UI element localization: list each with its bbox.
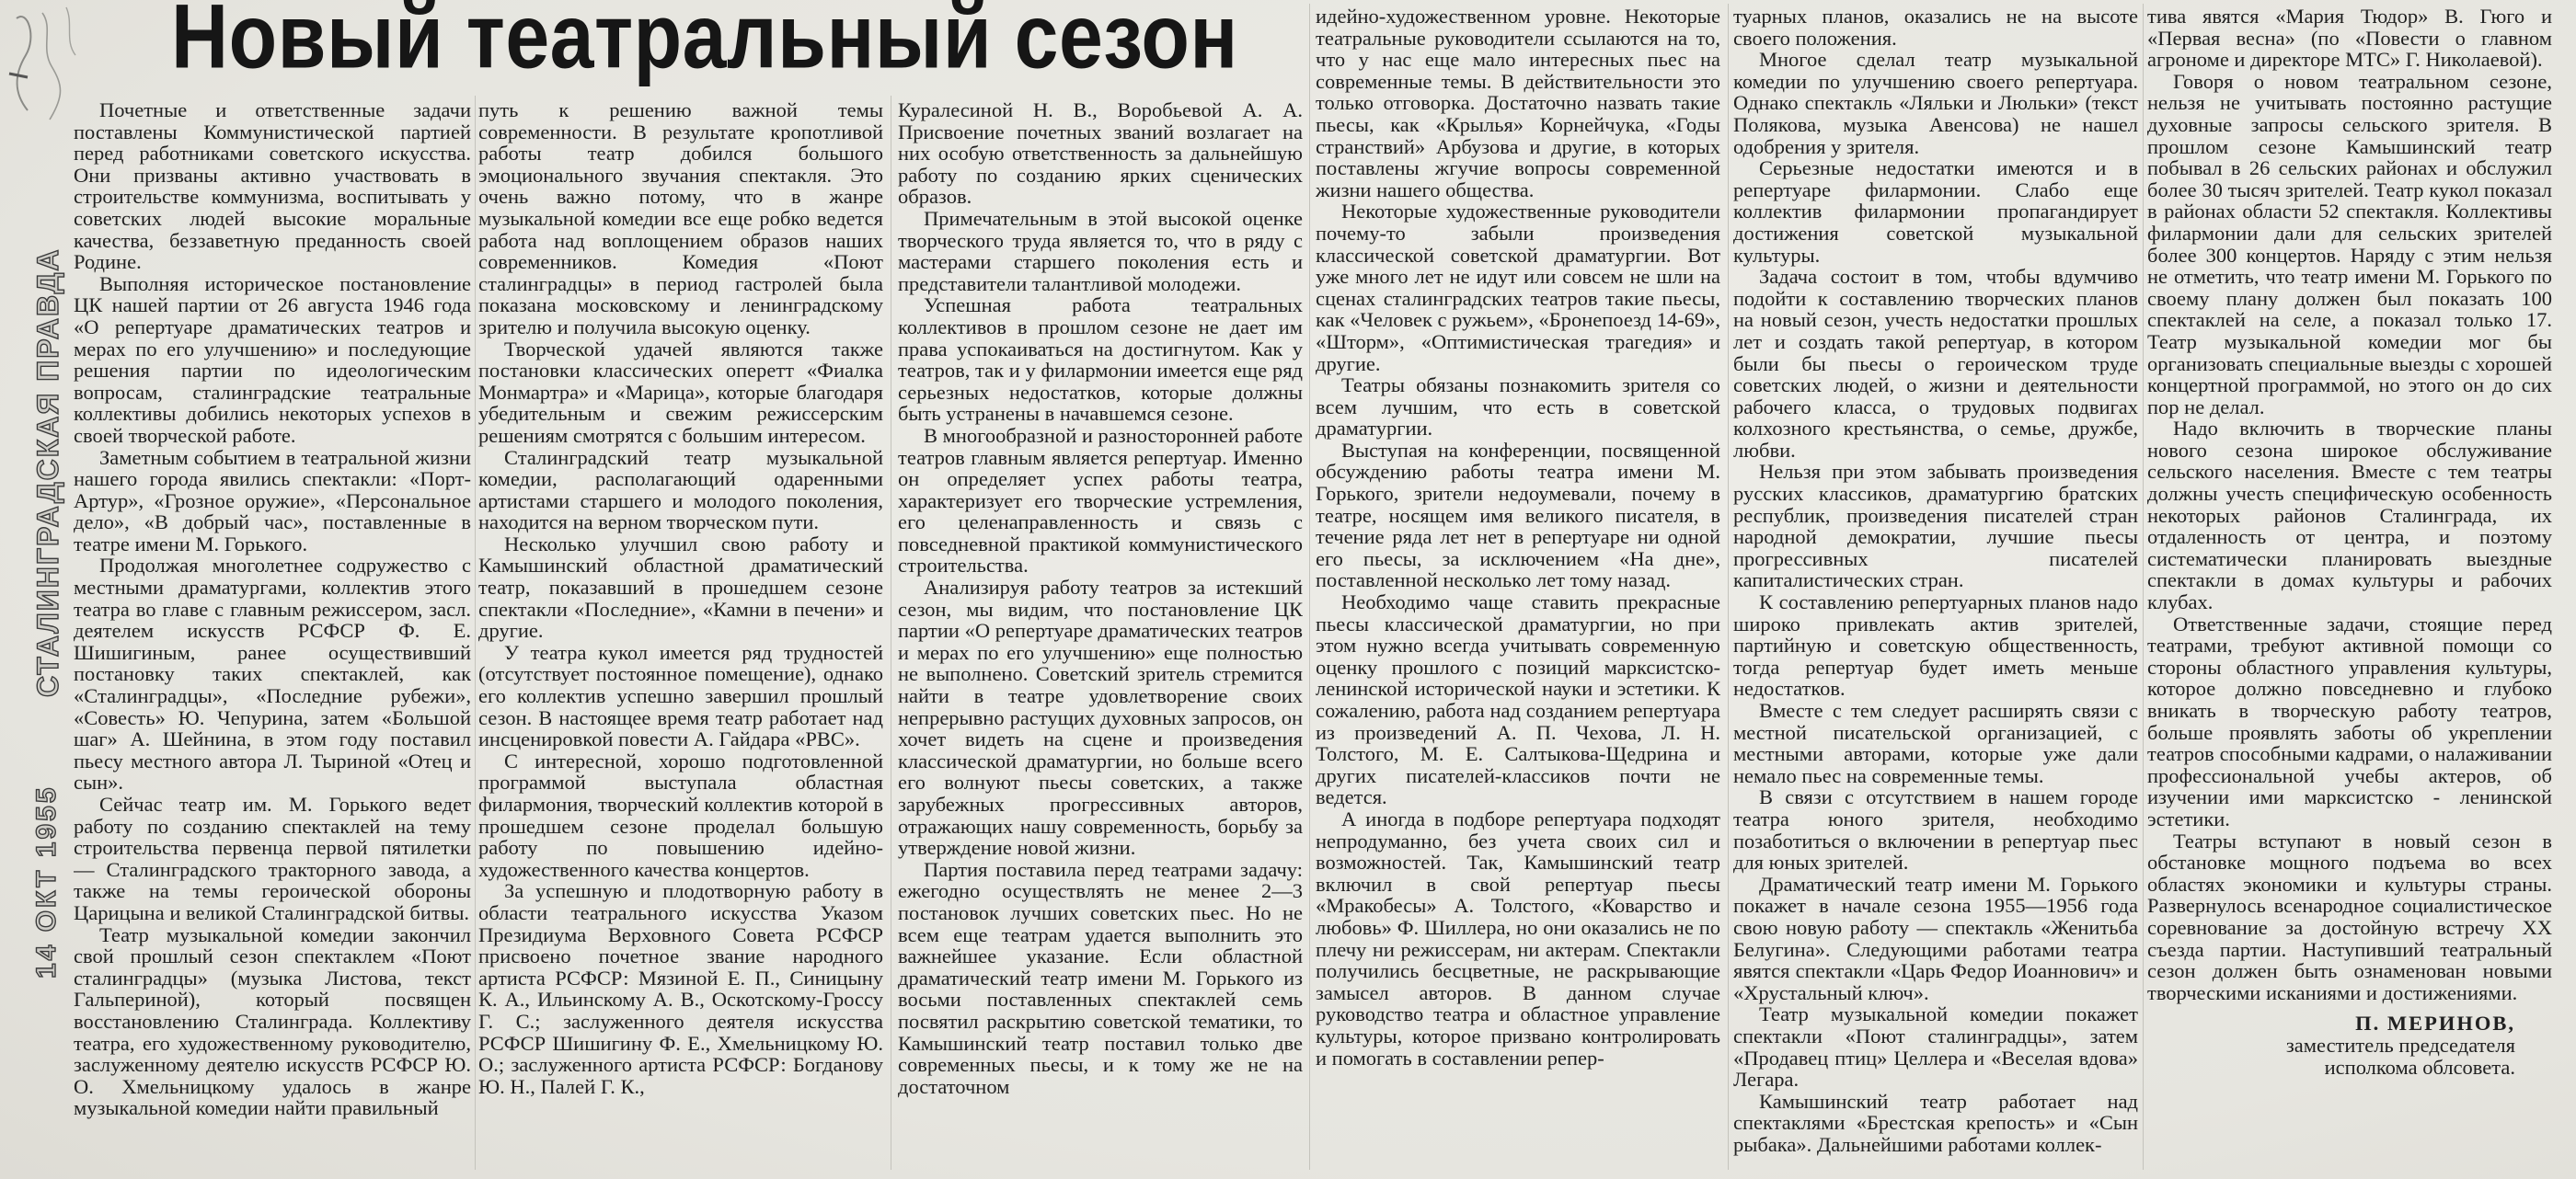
article-paragraph: У театра кукол имеется ряд трудностей (отсутствует постоянное помещение), однако его коллектив успешно завершил прошлый сезон. В настоящее время театр работает над инсценировкой повести А. Гайдара «РВС». <box>478 640 883 751</box>
article-paragraph: Куралесиной Н. В., Воробьевой А. А. Присвоение почетных званий возлагает на них особую ответственность за дальнейшую работу по созданию ярких сценических образов. <box>898 99 1303 209</box>
article-paragraph: Серьезные недостатки имеются и в репертуаре филармонии. Слабо еще коллектив филармонии пропагандирует достижения советской музыкальной культуры. <box>1733 156 2138 267</box>
article-paragraph: Драматический театр имени М. Горького покажет в начале сезона 1955—1956 года свою новую работу — спектакль «Женитьба Белугина». Следующими работами театра явятся спектакли «Царь Федор Иоаннович» и «Хрустальный ключ». <box>1733 872 2138 1004</box>
archive-stamp-date: 14 ОКТ 1955 <box>31 784 62 979</box>
article-paragraph: Выполняя историческое постановление ЦК нашей партии от 26 августа 1946 года «О репертуаре драматических театров и мерах по его улучшению» и последующие решения партии по идеологическим вопросам, сталинградские театральные коллективы добились некоторых успехов в своей творческой работе. <box>74 271 471 447</box>
article-paragraph: Нельзя при этом забывать произведения русских классиков, драматургию братских республик, произведения писателей стран народной демократии, лучшие пьесы прогрессивных писателей капиталистических стран. <box>1733 460 2138 592</box>
article-column-3 <box>898 99 1303 1170</box>
author-name: П. МЕРИНОВ, <box>2355 1012 2515 1036</box>
article-paragraph: Говоря о новом театральном сезоне, нельзя не учитывать постоянно растущие духовные запросы сельского зрителя. В прошлом сезоне Камышинский театр побывал в 26 сельских районах и обслужил более 30 тысяч зрителей. Театр кукол показал в районах области 52 спектакля. Коллективы филармонии дали для сельских зрителей более 300 концертов. Наряду с этим нельзя не отметить, что театр имени М. Горького по своему плану должен был показать 100 спектаклей на селе, а показал только 17. Театр музыкальной комедии мог бы организовать специальные выезды с хорошей концертной программой, но этого он до сих пор не делал. <box>2147 69 2552 418</box>
article-paragraph: Задача состоит в том, чтобы вдумчиво подойти к составлению творческих планов на новый сезон, учесть недостатки прошлых лет и создать такой репертуар, в котором были бы пьесы о героическом труде советских людей, о жизни и деятельности рабочего класса, о трудовых подвигах колхозного крестьянства, о семье, дружбе, любви. <box>1733 265 2138 462</box>
article-paragraph: Заметным событием в театральной жизни нашего города явились спектакли: «Порт-Артур», «Грозное оружие», «Персональное дело», «В добрый час», поставленные в театре имени М. Горького. <box>74 445 471 555</box>
archive-stamp-publication: СТАЛИНГРАДСКАЯ ПРАВДА <box>31 247 64 697</box>
article-column-2 <box>478 99 883 1170</box>
article-paragraph: туарных планов, оказались не на высоте своего положения. <box>1733 6 2138 50</box>
article-paragraph: В многообразной и разносторонней работе театров главным является репертуар. Именно он определяет успех работы театра, характеризует его творческие устремления, его целенаправленность и связь с повседневной практикой коммунистического строительства. <box>898 423 1303 578</box>
article-paragraph: путь к решению важной темы современности. В результате кропотливой работы театр добился большого эмоционального звучания спектакля. Это очень важно потому, что в жанре музыкальной комедии все еще робко ведется работа над воплощением образов наших современников. Комедия «Поют сталинградцы» в период гастролей была показана московскому и ленинградскому зрителю и получила высокую оценку. <box>478 99 883 338</box>
article-paragraph: В связи с отсутствием в нашем городе театра юного зрителя, необходимо позаботиться о включении в репертуар пьес для юных зрителей. <box>1733 785 2138 875</box>
article-column-4 <box>1316 6 1720 1170</box>
article-title: Новый театральный сезон <box>171 0 1238 88</box>
article-paragraph: идейно-художественном уровне. Некоторые театральные руководители ссылаются на то, что у нас еще мало интересных пьес на современные темы. В действительности это только отговорка. Достаточно назвать такие пьесы, как «Крылья» Корнейчука, «Годы странствий» Арбузова и другие, в которых поставлены жгучие вопросы современной жизни нашего общества. <box>1316 6 1720 201</box>
article-paragraph: Многое сделал театр музыкальной комедии по улучшению своего репертуара. Однако спектакль «Ляльки и Люльки» (текст Полякова, музыка Авенсова) не нашел одобрения у зрителя. <box>1733 48 2138 158</box>
article-paragraph: Ответственные задачи, стоящие перед театрами, требуют активной помощи со стороны областного управления культуры, которое должно повседневно и глубоко вникать в творческую работу театров, больше проявлять заботы об укреплении театров способными кадрами, о налаживании профессиональной учебы актеров, об изучении ими марксистско - ленинской эстетики. <box>2147 612 2552 830</box>
article-paragraph: Вместе с тем следует расширять связи с местной писательской организацией, с местными авторами, которые уже дали немало пьес на современные темы. <box>1733 699 2138 787</box>
article-paragraph: Партия поставила перед театрами задачу: ежегодно осуществлять не менее 2—3 постановок лучших советских пьес. Но не всем еще театрам удается выполнить это важнейшее указание. Если областной драматический театр имени М. Горького из восьми поставленных спектаклей семь посвятил раскрытию советской тематики, то Камышинский театр поставил только две современных пьесы, и к тому же не на достаточном <box>898 857 1303 1098</box>
article-column-5 <box>1733 6 2138 1170</box>
column-rule <box>475 96 476 1170</box>
article-paragraph: Анализируя работу театров за истекший сезон, мы видим, что постановление ЦК партии «О репертуаре драматических театров и мерах по его улучшению» еще полностью не выполнено. Советский зритель стремится найти в театре удовлетворение своих непрерывно растущих духовных запросов, он хочет видеть на сцене и произведения классической драматургии, но больше всего его волнуют пьесы советских, а также зарубежных прогрессивных авторов, отражающих нашу современность, борьбу за утверждение новой жизни. <box>898 576 1303 860</box>
column-rule <box>2143 4 2144 1170</box>
article-paragraph: А иногда в подборе репертуара подходят непродуманно, без учета своих сил и возможностей. Так, Камышинский театр включил в свой репертуар пьесы «Мракобесы» А. Толстого, «Коварство и любовь» Ф. Шиллера, но они оказались не по плечу ни режиссерам, ни актерам. Спектакли получились бесцветные, не раскрывающие замысел авторов. В данном случае руководство театра и областное управление культуры, которое призвано контролировать и помогать в составлении репер- <box>1316 807 1720 1070</box>
article-paragraph: Театр музыкальной комедии покажет спектакли «Поют сталинградцы», затем «Продавец птиц» Целлера и «Веселая вдова» Легара. <box>1733 1002 2138 1092</box>
article-paragraph: Театр музыкальной комедии закончил свой прошлый сезон спектаклем «Поют сталинградцы» (музыка Листова, текст Гальпериной), который посвящен восстановлению Сталинграда. Коллективу театра, его художественному руководителю, заслуженному деятелю искусств РСФСР Ю. О. Хмельницкому удалось в жанре музыкальной комедии найти правильный <box>74 922 471 1120</box>
article-paragraph: Продолжая многолетнее содружество с местными драматургами, коллектив этого театра во главе с главным режиссером, засл. деятелем искусств РСФСР Ф. Е. Шишигиным, ранее осуществивший постановку таких спектаклей, как «Сталинградцы», «Последние рубежи», «Совесть» Ю. Чепурина, затем «Большой шаг» А. Шейнина, в этом году поставил пьесу местного автора Л. Тыриной «Отец и сын». <box>74 554 471 795</box>
article-paragraph: Необходимо чаще ставить прекрасные пьесы классической драматургии, но при этом нужно всегда учитывать современную оценку прошлого с позиций марксистско-ленинской исторической науки и эстетики. К сожалению, работа над созданием репертуара из произведений А. П. Чехова, Л. Н. Толстого, М. Е. Салтыкова-Щедрина и других писателей-классиков почти не ведется. <box>1316 590 1720 809</box>
article-paragraph: За успешную и плодотворную работу в области театрального искусства Указом Президиума Верховного Совета РСФСР присвоено почетное звание народного артиста РСФСР: Мязиной Е. П., Синицыну К. А., Ильинскому А. В., Оскотскому-Гроссу Г. С.; заслуженного деятеля искусства РСФСР Шишигину Ф. Е., Хмельницкому Ю. О.; заслуженного артиста РСФСР: Богданову Ю. Н., Палей Г. К., <box>478 879 883 1098</box>
article-paragraph: Сейчас театр им. М. Горького ведет работу по созданию спектаклей на тему строительства первенца первой пятилетки — Сталинградского тракторного завода, а также на темы героической обороны Царицына и великой Сталинградской битвы. <box>74 793 471 924</box>
article-paragraph: Театры вступают в новый сезон в обстановке мощного подъема во всех областях экономики и культуры страны. Развернулось всенародное социалистическое соревнование за достойную встречу XX съезда партии. Наступивший театральный сезон должен быть ознаменован новыми творческими исканиями и достижениями. <box>2147 829 2552 1004</box>
article-paragraph: Надо включить в творческие планы нового сезона широкое обслуживание сельского населения. Вместе с тем театры должны учесть специфическую особенность некоторых районов Сталинграда, их отдаленность от центра, и поэтому систематически планировать выездные спектакли в домах культуры и рабочих клубах. <box>2147 417 2552 614</box>
article-paragraph: Почетные и ответственные задачи поставлены Коммунистической партией перед работниками советского искусства. Они призваны активно участвовать в строительстве коммунизма, воспитывать у советских людей высокие моральные качества, беззаветную преданность своей Родине. <box>74 99 471 274</box>
article-column-1 <box>74 99 471 1170</box>
column-rule <box>1728 4 1729 1170</box>
author-position-line-2: исполкома облсовета. <box>2324 1055 2515 1079</box>
article-paragraph: Камышинский театр работает над спектаклями «Брестская крепость» и «Сын рыбака». Дальнейшими работами коллек- <box>1733 1089 2138 1156</box>
article-paragraph: Несколько улучшил свою работу и Камышинский областной драматический театр, показавший в прошедшем сезоне спектакли «Последние», «Камни в печени» и другие. <box>478 532 883 643</box>
article-paragraph: Примечательным в этой высокой оценке творческого труда является то, что в ряду с мастерами старшего поколения есть и представители талантливой молодежи. <box>898 206 1303 295</box>
article-paragraph: Некоторые художественные руководители почему-то забыли произведения классической советской драматургии. Вот уже много лет не идут или совсем не шли на сценах сталинградских театров такие пьесы, как «Человек с ружьем», «Бронепоезд 14-69», «Шторм», «Оптимистическая трагедия» и другие. <box>1316 200 1720 375</box>
article-paragraph: С интересной, хорошо подготовленной программой выступала областная филармония, творческий коллектив которой в прошедшем сезоне проделал большую работу по повышению идейно-художественного качества концертов. <box>478 749 883 881</box>
article-paragraph: тива явятся «Мария Тюдор» В. Гюго и «Первая весна» (по «Повести о главном агрономе и директоре МТС» Г. Николаевой). <box>2147 6 2552 72</box>
article-paragraph: К составлению репертуарных планов надо широко привлекать актив зрителей, партийную и советскую общественность, тогда репертуар будет иметь меньше недостатков. <box>1733 590 2138 701</box>
article-paragraph: Успешная работа театральных коллективов в прошлом сезоне не дает им права успокаиваться на достигнутом. Как у театров, так и у филармонии имеется еще ряд серьезных недостатков, которые должны быть устранены в начавшемся сезоне. <box>898 293 1303 426</box>
column-rule <box>1309 4 1310 1170</box>
article-column-6 <box>2147 6 2552 1170</box>
article-paragraph: Творческой удачей являются также постановки классических оперетт «Фиалка Монмартра» и «Марица», которые благодаря убедительным и свежим режиссерским решениям смотрятся с большим интересом. <box>478 337 883 447</box>
article-paragraph: Сталинградский театр музыкальной комедии, располагающий одаренными артистами старшего и молодого поколения, находится на верном творческом пути. <box>478 445 883 534</box>
author-position-line-1: заместитель председателя <box>2285 1033 2515 1057</box>
article-paragraph: Театры обязаны познакомить зрителя со всем лучшим, что есть в советской драматургии. <box>1316 373 1720 441</box>
article-paragraph: Выступая на конференции, посвященной обсуждению работы театра имени М. Горького, зрители недоумевали, почему в театре, носящем имя великого писателя, в течение ряда лет нет в репертуаре ни одной его пьесы, за исключением «На дне», поставленной несколько лет тому назад. <box>1316 438 1720 592</box>
author-signature <box>2147 1013 2552 1078</box>
